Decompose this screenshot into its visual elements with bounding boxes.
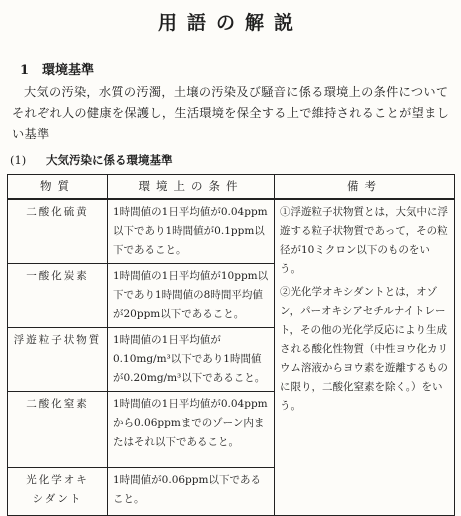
table-header-row [8, 175, 455, 200]
remark-item: ②光化学オキシダントとは，オゾン，パーオキシアセチルナイトレート，その他の光化学反応により生成される酸化性物質（中性ヨウ化カリウム溶液からヨウ素を遊離するものに限り，二酸化窒素を除く。）をいう。 [280, 286, 448, 412]
header-remarks: 備考 [275, 175, 455, 200]
section-number: 1 [20, 63, 30, 78]
subsection-heading [10, 152, 173, 168]
table-row [8, 199, 455, 264]
header-condition: 環境上の条件 [108, 175, 275, 200]
section-title: 環境基準 [42, 63, 95, 78]
condition-cell: 1時間値が0.06ppm以下であること。 [108, 468, 275, 516]
substance-cell: 二酸化硫黄 [8, 199, 108, 264]
substance-cell: 一酸化炭素 [8, 264, 108, 328]
condition-cell: 1時間値の1日平均値が0.04ppmから0.06ppmまでのゾーン内またはそれ以下であること。 [108, 392, 275, 468]
air-quality-standards-table [7, 174, 455, 516]
substance-cell: 二酸化窒素 [8, 392, 108, 468]
section-heading [20, 59, 94, 78]
subsection-title: 大気汚染に係る環境基準 [46, 153, 173, 167]
substance-cell: 浮遊粒子状物質 [8, 328, 108, 392]
condition-cell: 1時間値の1日平均値が0.04ppm以下であり1時間値が0.1ppm以下であること。 [108, 199, 275, 264]
header-substance: 物質 [8, 175, 108, 200]
condition-cell: 1時間値の1日平均値が0.10mg/m³以下であり1時間値が0.20mg/m³以下であること。 [108, 328, 275, 392]
page-title: 用語の解説 [157, 12, 303, 34]
remarks-cell [275, 199, 455, 516]
remark-item: ①浮遊粒子状物質とは，大気中に浮遊する粒子状物質であって，その粒径が10ミクロン以下のものをいう。 [280, 206, 448, 275]
intro-paragraph: 大気の汚染，水質の汚濁，土壌の汚染及び騒音に係る環境上の条件についてそれぞれ人の健康を保護し，生活環境を保全する上で維持されることが望ましい基準 [12, 85, 450, 141]
condition-cell: 1時間値の1日平均値が10ppm以下であり1時間値の8時間平均値が20ppm以下であること。 [108, 264, 275, 328]
substance-label: 光化学オキシダント [26, 474, 89, 505]
subsection-number: (1) [10, 153, 27, 167]
substance-cell [8, 468, 108, 516]
